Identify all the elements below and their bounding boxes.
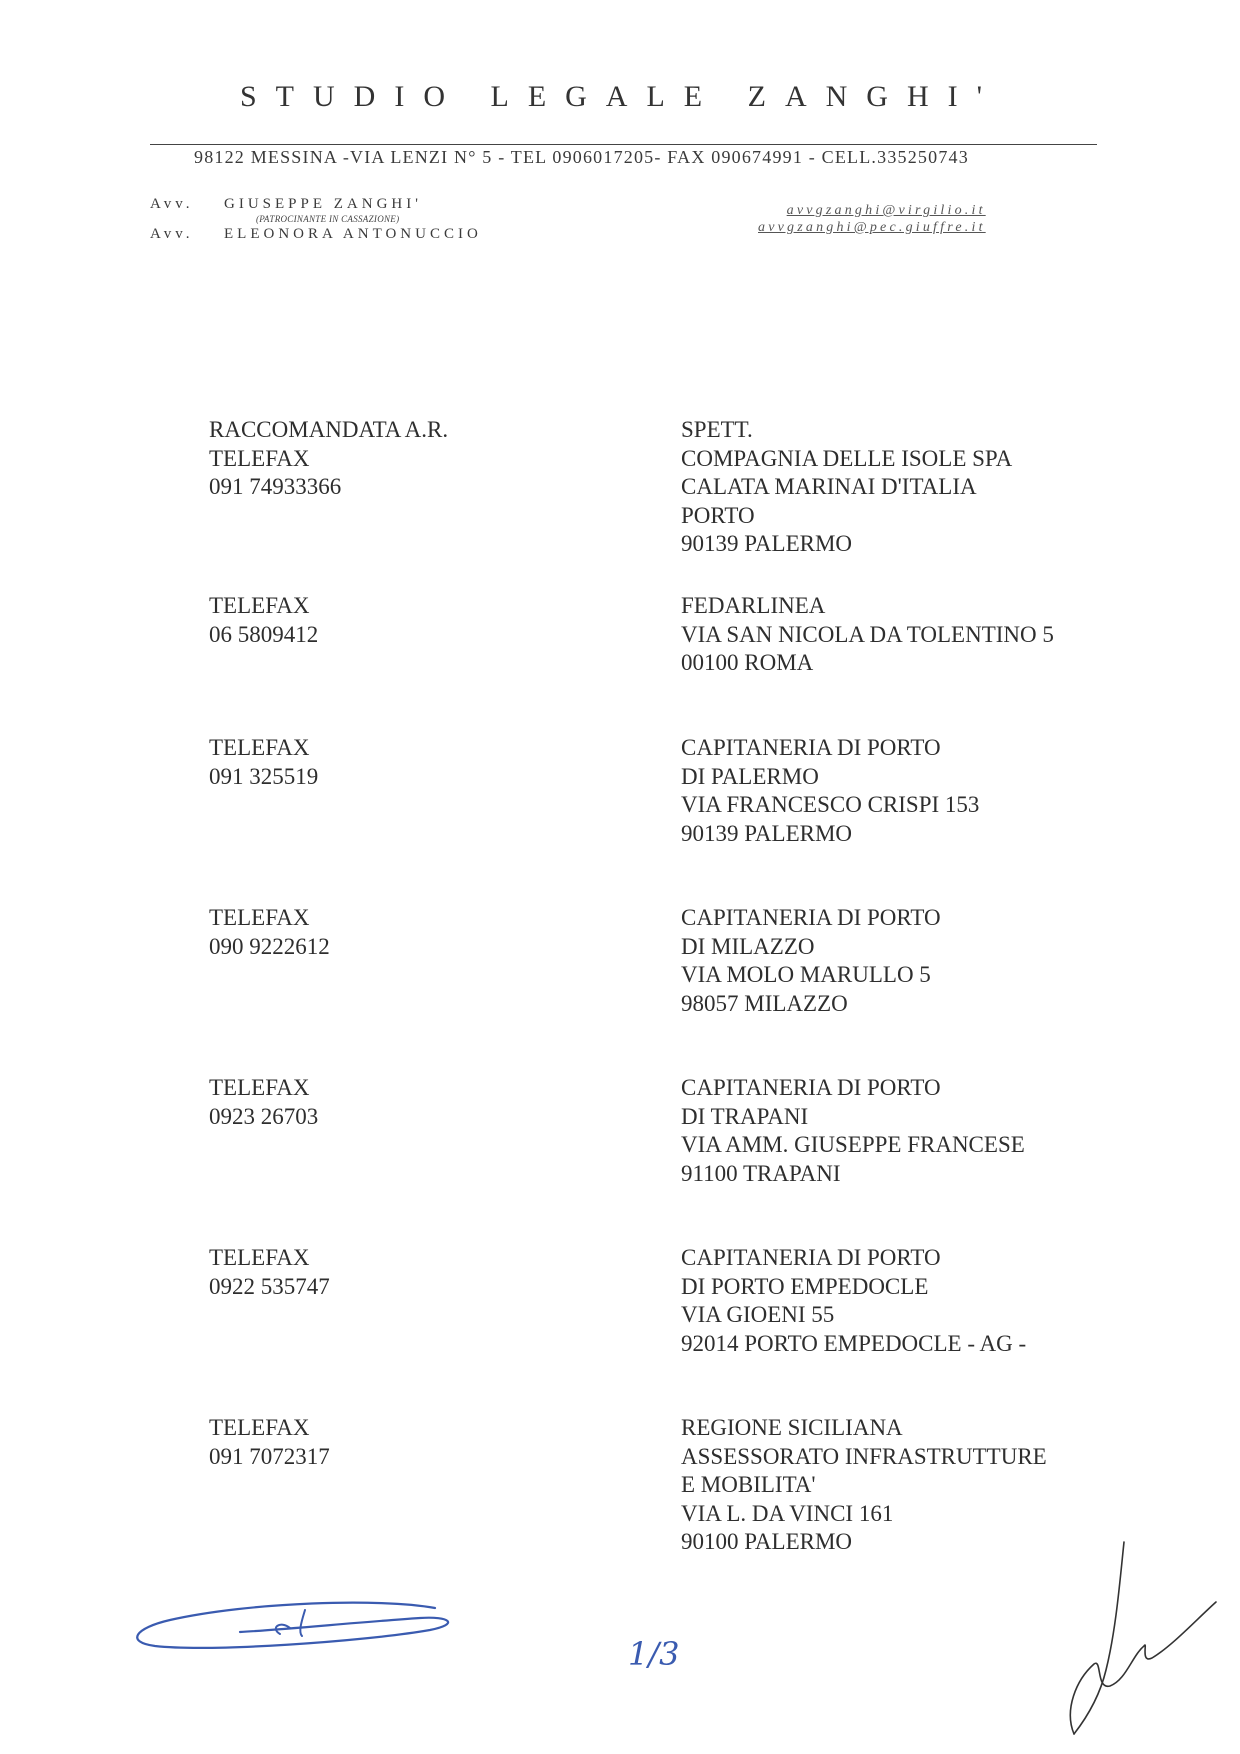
recipient-2-address — [681, 592, 1054, 678]
address-line: 90139 PALERMO — [681, 531, 853, 557]
recipient-5-address — [681, 1074, 1025, 1188]
address-line: REGIONE SICILIANA — [681, 1415, 903, 1440]
address-line: 90100 PALERMO — [681, 1529, 853, 1555]
address-line: CAPITANERIA DI PORTO — [681, 1075, 941, 1100]
recipient-5-send-method — [209, 1074, 318, 1131]
email-1[interactable]: avvgzanghi@virgilio.it — [786, 203, 986, 218]
address-line: 90139 PALERMO — [681, 820, 853, 846]
address-line: CALATA MARINAI D'ITALIA — [681, 474, 977, 500]
send-line: TELEFAX — [209, 905, 310, 930]
lawyer-2 — [150, 227, 482, 242]
recipient-6-send-method — [209, 1244, 330, 1301]
recipient-7-address — [681, 1414, 1047, 1557]
recipient-4-address — [681, 904, 941, 1018]
email-2[interactable]: avvgzanghi@pec.giuffre.it — [758, 220, 986, 235]
recipient-3-address — [681, 734, 979, 848]
address-line: VIA L. DA VINCI 161 — [681, 1500, 894, 1526]
send-line: TELEFAX — [209, 1415, 310, 1440]
lawyer-1-title: Avv. — [150, 196, 194, 212]
address-line: CAPITANERIA DI PORTO — [681, 735, 941, 760]
address-line: DI PALERMO — [681, 763, 819, 789]
firm-name: STUDIO LEGALE ZANGHI' — [240, 80, 1002, 113]
recipient-3-send-method — [209, 734, 318, 791]
header-rule — [150, 144, 1097, 145]
send-line: TELEFAX — [209, 735, 310, 760]
address-line: VIA GIOENI 55 — [681, 1302, 835, 1328]
address-line: FEDARLINEA — [681, 593, 826, 618]
page-number: 1/3 — [628, 1635, 680, 1673]
send-line: TELEFAX — [209, 593, 310, 618]
address-line: ASSESSORATO INFRASTRUTTURE — [681, 1443, 1047, 1469]
recipient-6-address — [681, 1244, 1026, 1358]
send-line: 06 5809412 — [209, 621, 319, 647]
recipient-7-send-method — [209, 1414, 330, 1471]
address-line: 98122 MESSINA -VIA LENZI N° 5 - TEL 0906017205- FAX 090674991 - CELL.335250743 — [194, 147, 969, 167]
address-line: VIA SAN NICOLA DA TOLENTINO 5 — [681, 621, 1054, 647]
address-line: CAPITANERIA DI PORTO — [681, 1245, 941, 1270]
signature-left — [130, 1580, 480, 1660]
signature-left-stroke — [276, 1610, 305, 1636]
send-line: 0922 535747 — [209, 1273, 330, 1299]
lawyer-1 — [150, 197, 482, 212]
signature-right — [1040, 1540, 1220, 1740]
recipient-1-address — [681, 416, 1012, 559]
address-line: CAPITANERIA DI PORTO — [681, 905, 941, 930]
signature-right-stroke-2 — [1070, 1602, 1216, 1734]
lawyers-block — [150, 197, 482, 242]
address-line: DI MILAZZO — [681, 933, 815, 959]
recipient-2-send-method — [209, 592, 318, 649]
lawyer-1-note: (PATROCINANTE IN CASSAZIONE) — [256, 214, 400, 224]
address-line: 92014 PORTO EMPEDOCLE - AG - — [681, 1330, 1027, 1356]
address-line: DI TRAPANI — [681, 1103, 809, 1129]
send-line: 091 74933366 — [209, 474, 342, 500]
send-line: TELEFAX — [209, 445, 310, 471]
send-line: 091 325519 — [209, 763, 319, 789]
address-line: 91100 TRAPANI — [681, 1160, 841, 1186]
address-line: 00100 ROMA — [681, 650, 814, 676]
lawyer-2-name: ELEONORA ANTONUCCIO — [224, 226, 482, 242]
send-line: 091 7072317 — [209, 1443, 330, 1469]
recipient-1-send-method — [209, 416, 448, 502]
signature-left-loop — [137, 1603, 448, 1648]
lawyer-1-name: GIUSEPPE ZANGHI' — [224, 196, 422, 212]
emails-block — [758, 202, 986, 236]
send-line: TELEFAX — [209, 1245, 310, 1270]
send-line: 0923 26703 — [209, 1103, 319, 1129]
send-line: RACCOMANDATA A.R. — [209, 417, 449, 442]
address-line: DI PORTO EMPEDOCLE — [681, 1273, 929, 1299]
address-line: VIA MOLO MARULLO 5 — [681, 962, 931, 988]
recipient-4-send-method — [209, 904, 330, 961]
address-line: COMPAGNIA DELLE ISOLE SPA — [681, 445, 1013, 471]
address-line: E MOBILITA' — [681, 1472, 816, 1498]
address-line: SPETT. — [681, 417, 753, 442]
send-line: TELEFAX — [209, 1075, 310, 1100]
address-line: VIA FRANCESCO CRISPI 153 — [681, 792, 980, 818]
send-line: 090 9222612 — [209, 933, 330, 959]
signature-right-stroke-1 — [1074, 1542, 1124, 1734]
address-line: VIA AMM. GIUSEPPE FRANCESE — [681, 1132, 1025, 1158]
address-line: 98057 MILAZZO — [681, 990, 848, 1016]
address-line: PORTO — [681, 502, 755, 528]
lawyer-2-title: Avv. — [150, 226, 194, 242]
